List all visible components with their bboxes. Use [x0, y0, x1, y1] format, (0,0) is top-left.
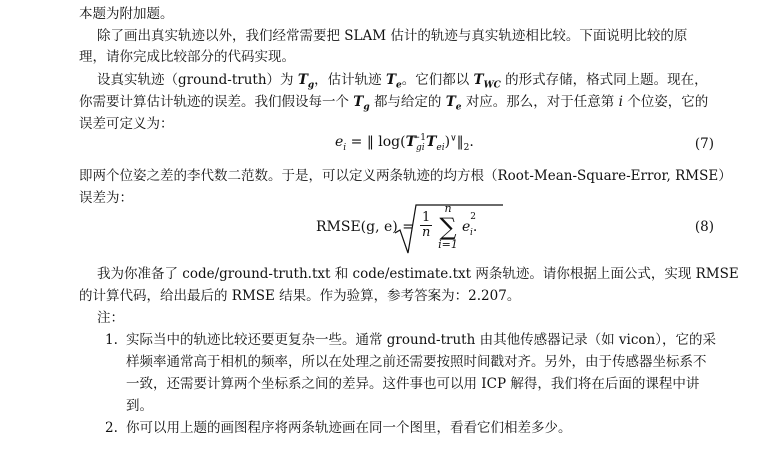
equation-8-term: $e^2_i$. [462, 212, 478, 238]
symbol-Twc: $T_{WC}$ [473, 72, 501, 91]
paragraph-definition-line1: 设真实轨迹（ground-truth）为 $T_g$，估计轨迹 $T_e$。它们都以 $T_{WC}$ 的形式存储，格式同上题。现在， [97, 72, 708, 91]
note-1-line2: 样频率通常高于相机的频率，所以在处理之前还需要按照时间戳对齐。另外，由于传感器坐标系不 [126, 354, 707, 370]
equation-8-fraction: $\frac{1}{n}$ [422, 210, 431, 241]
equation-7: $e_i$ = ‖ $\log(T_{gi}^{-1}T_{ei})^\vee‖_2$. [335, 133, 474, 153]
note-1-line4: 到。 [126, 398, 153, 414]
paragraph-task-line1: 我为你准备了 code/ground-truth.txt 和 code/estimate.txt 两条轨迹。请你根据上面公式，实现 RMSE [97, 266, 739, 282]
symbol-Tg: $T_g$ [297, 72, 315, 91]
symbol-Te: $T_e$ [385, 72, 402, 91]
symbol-Tg: $T_g$ [353, 94, 370, 113]
note-2-number: 2. [105, 420, 118, 436]
paragraph-comparison-line1: 除了画出真实轨迹以外，我们经常需要把 SLAM 估计的轨迹与真实轨迹相比较。下面说明比较的原 [97, 28, 688, 44]
notes-label: 注： [97, 310, 124, 326]
paragraph-definition-line3: 误差可定义为： [79, 116, 174, 132]
note-1-line3: 一致，还需要计算两个坐标系之间的差异。这件事也可以用 ICP 解得，我们将在后面的课程中讲 [126, 376, 700, 392]
equation-8-number: (8) [694, 219, 714, 235]
equation-8-sum: n ∑ i=1 [438, 202, 458, 251]
symbol-Te: $T_e$ [445, 94, 462, 113]
paragraph-intro: 本题为附加题。 [79, 6, 174, 22]
note-1-line1: 实际当中的轨迹比较还要更复杂一些。通常 ground-truth 由其他传感器记录（如 vicon），它的采 [126, 332, 716, 348]
paragraph-rmse-line1: 即两个位姿之差的李代数二范数。于是，可以定义两条轨迹的均方根（Root-Mean-Square-Error, RMSE） [79, 168, 732, 184]
paragraph-rmse-line2: 误差为： [79, 190, 133, 206]
note-2-line1: 你可以用上题的画图程序将两条轨迹画在同一个图里，看看它们相差多少。 [126, 420, 572, 436]
paragraph-task-line2: 的计算代码，给出最后的 RMSE 结果。作为验算，参考答案为：2.207。 [79, 288, 521, 304]
symbol-i: i [618, 94, 623, 110]
paragraph-comparison-line2: 理，请你完成比较部分的代码实现。 [79, 49, 295, 65]
note-1-number: 1. [105, 332, 118, 348]
paragraph-definition-line2: 你需要计算估计轨迹的误差。我们假设每一个 $T_g$ 都与给定的 $T_e$ 对应。那么，对于任意第 i 个位姿，它的 [79, 94, 709, 113]
equation-8-lhs: RMSE(g, e) = [316, 219, 414, 235]
equation-7-number: (7) [694, 136, 714, 152]
